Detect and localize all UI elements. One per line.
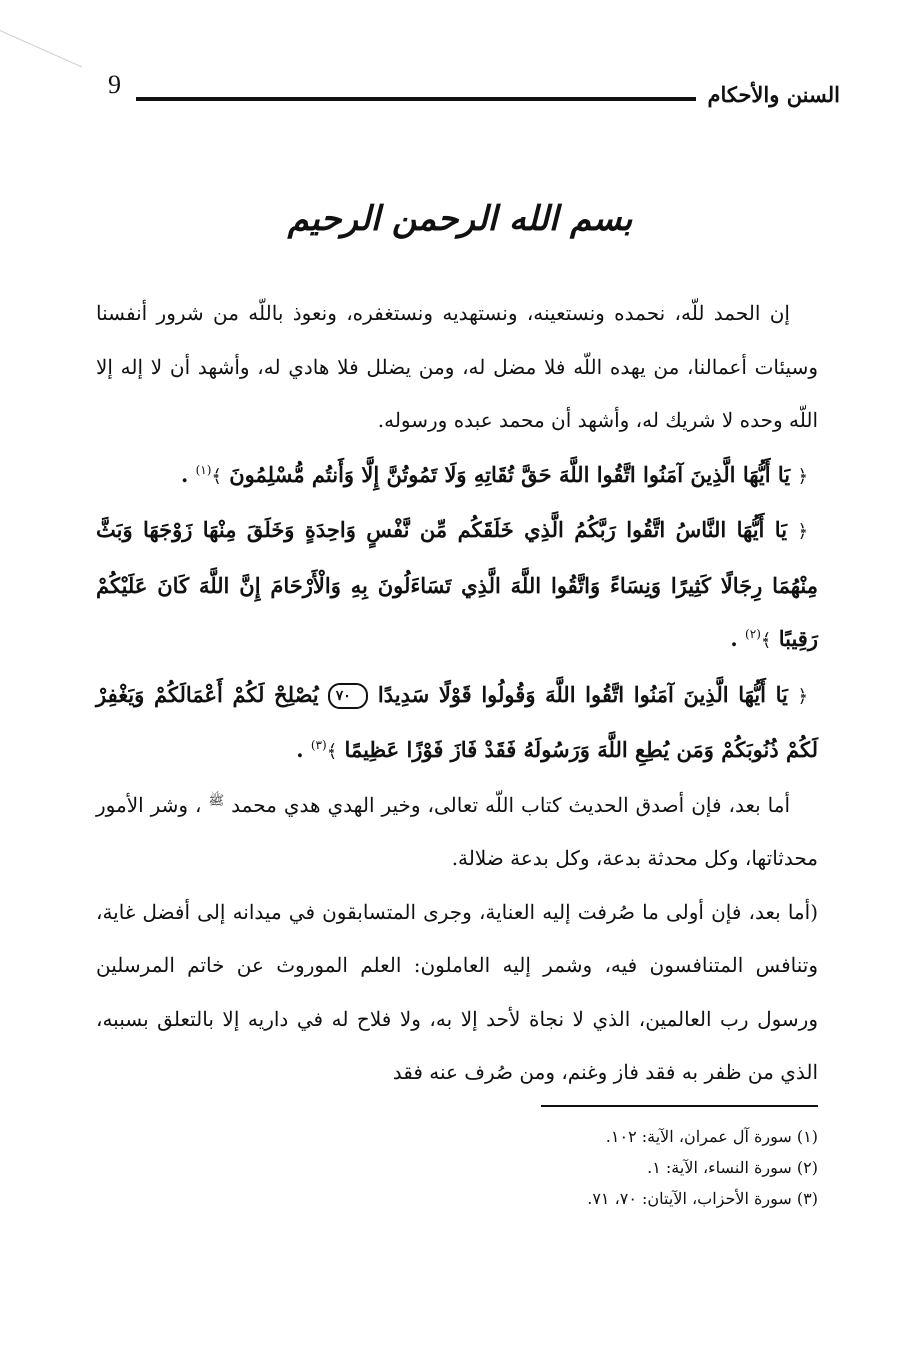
main-text [96,287,818,1100]
verse-close-bracket: ﴾ [760,630,772,651]
amma-1-start: أما بعد، فإن أصدق الحديث كتاب اللّه تعالى، وخير الهدي هدي محمد [231,792,790,817]
verse-3-part-2: يُصْلِحْ لَكُمْ أَعْمَالَكُمْ وَيَغْفِرْ لَكُمْ ذُنُوبَكُمْ وَمَن يُطِعِ اللَّهَ وَرَسُولَهُ فَقَدْ فَازَ فَوْزًا عَظِيمًا [96,681,818,762]
verse-open-bracket: ﴿ [797,521,809,542]
ayah-number-marker: ٧٠ [328,683,368,709]
quran-verse-2 [96,503,818,668]
intro-paragraph: إن الحمد للّه، نحمده ونستعينه، ونستهديه ونستغفره، ونعوذ باللّه من شرور أنفسنا وسيئات أعمالنا، من يهده اللّه فلا مضل له، ومن يضلل فلا هادي له، وأشهد أن لا إله إلا اللّه وحده لا شريك له، وأشهد أن محمد عبده ورسوله. [96,301,818,432]
footnote-rule [541,1105,818,1107]
quran-verse-1 [96,448,818,504]
verse-2-text: يَا أَيُّهَا النَّاسُ اتَّقُوا رَبَّكُمُ الَّذِي خَلَقَكُم مِّن نَّفْسٍ وَاحِدَةٍ وَخَلَقَ مِنْهَا زَوْجَهَا وَبَثَّ مِنْهُمَا رِجَالًا كَثِيرًا وَنِسَاءً وَاتَّقُوا اللَّهَ الَّذِي تَسَاءَلُونَ بِهِ وَالْأَرْحَامَ إِنَّ اللَّهَ كَانَ عَلَيْكُمْ رَقِيبًا [96,517,818,651]
scan-edge-mark [0,30,82,68]
footnote-ref-2: (٢) [745,627,761,641]
verse-close-bracket: ﴾ [211,465,222,487]
verse-3-part-1: يَا أَيُّهَا الَّذِينَ آمَنُوا اتَّقُوا اللَّهَ وَقُولُوا قَوْلًا سَدِيدًا [377,681,788,707]
pbuh-ligature: ﷺ [208,792,225,808]
running-title: السنن والأحكام [707,82,840,107]
verse-open-bracket: ﴿ [797,465,808,487]
verse-3-end: . [296,737,304,762]
verse-open-bracket: ﴿ [797,685,809,707]
page-number: 9 [108,70,121,99]
footnote-1: (١) سورة آل عمران، الآية: ١٠٢. [605,1127,818,1146]
header-rule [136,97,696,101]
footnotes [430,1121,818,1214]
footnote-ref-3: (٣) [310,738,327,752]
verse-1-end: . [180,461,189,487]
verse-2-end: . [730,626,738,651]
amma-1-end: ، وشر الأمور محدثاتها، وكل محدثة بدعة، وكل بدعة ضلالة. [96,792,818,870]
quran-verse-3 [96,668,818,779]
amma-baad-paragraph-2: (أما بعد، فإن أولى ما صُرفت إليه العناية، وجرى المتسابقون في ميدانه إلى أفضل غاية، وتنافس المتنافسون فيه، وشمر إليه العاملون: العلم الموروث عن خاتم المرسلين ورسول رب العالمين، الذي لا نجاة لأحد إلا به، ولا فلاح له في داريه إلا بالتعلق بسببه، الذي من ظفر به فقد فاز وغنم، ومن صُرف عنه فقد [96,899,819,1084]
page-header [100,70,840,110]
footnote-ref-1: (١) [195,462,212,477]
verse-close-bracket: ﴾ [326,741,338,762]
footnote-3: (٣) سورة الأحزاب، الآيتان: ٧٠، ٧١. [587,1189,818,1208]
verse-1-text: يَا أَيُّهَا الَّذِينَ آمَنُوا اتَّقُوا اللَّهَ حَقَّ تُقَاتِهِ وَلَا تَمُوتُنَّ إِلَّا وَأَنتُم مُّسْلِمُونَ [229,461,791,487]
basmala-calligraphy: بسم الله الرحمن الرحيم [287,199,633,239]
amma-baad-paragraph-1 [96,779,818,886]
footnote-2: (٢) سورة النساء، الآية: ١. [647,1158,818,1177]
